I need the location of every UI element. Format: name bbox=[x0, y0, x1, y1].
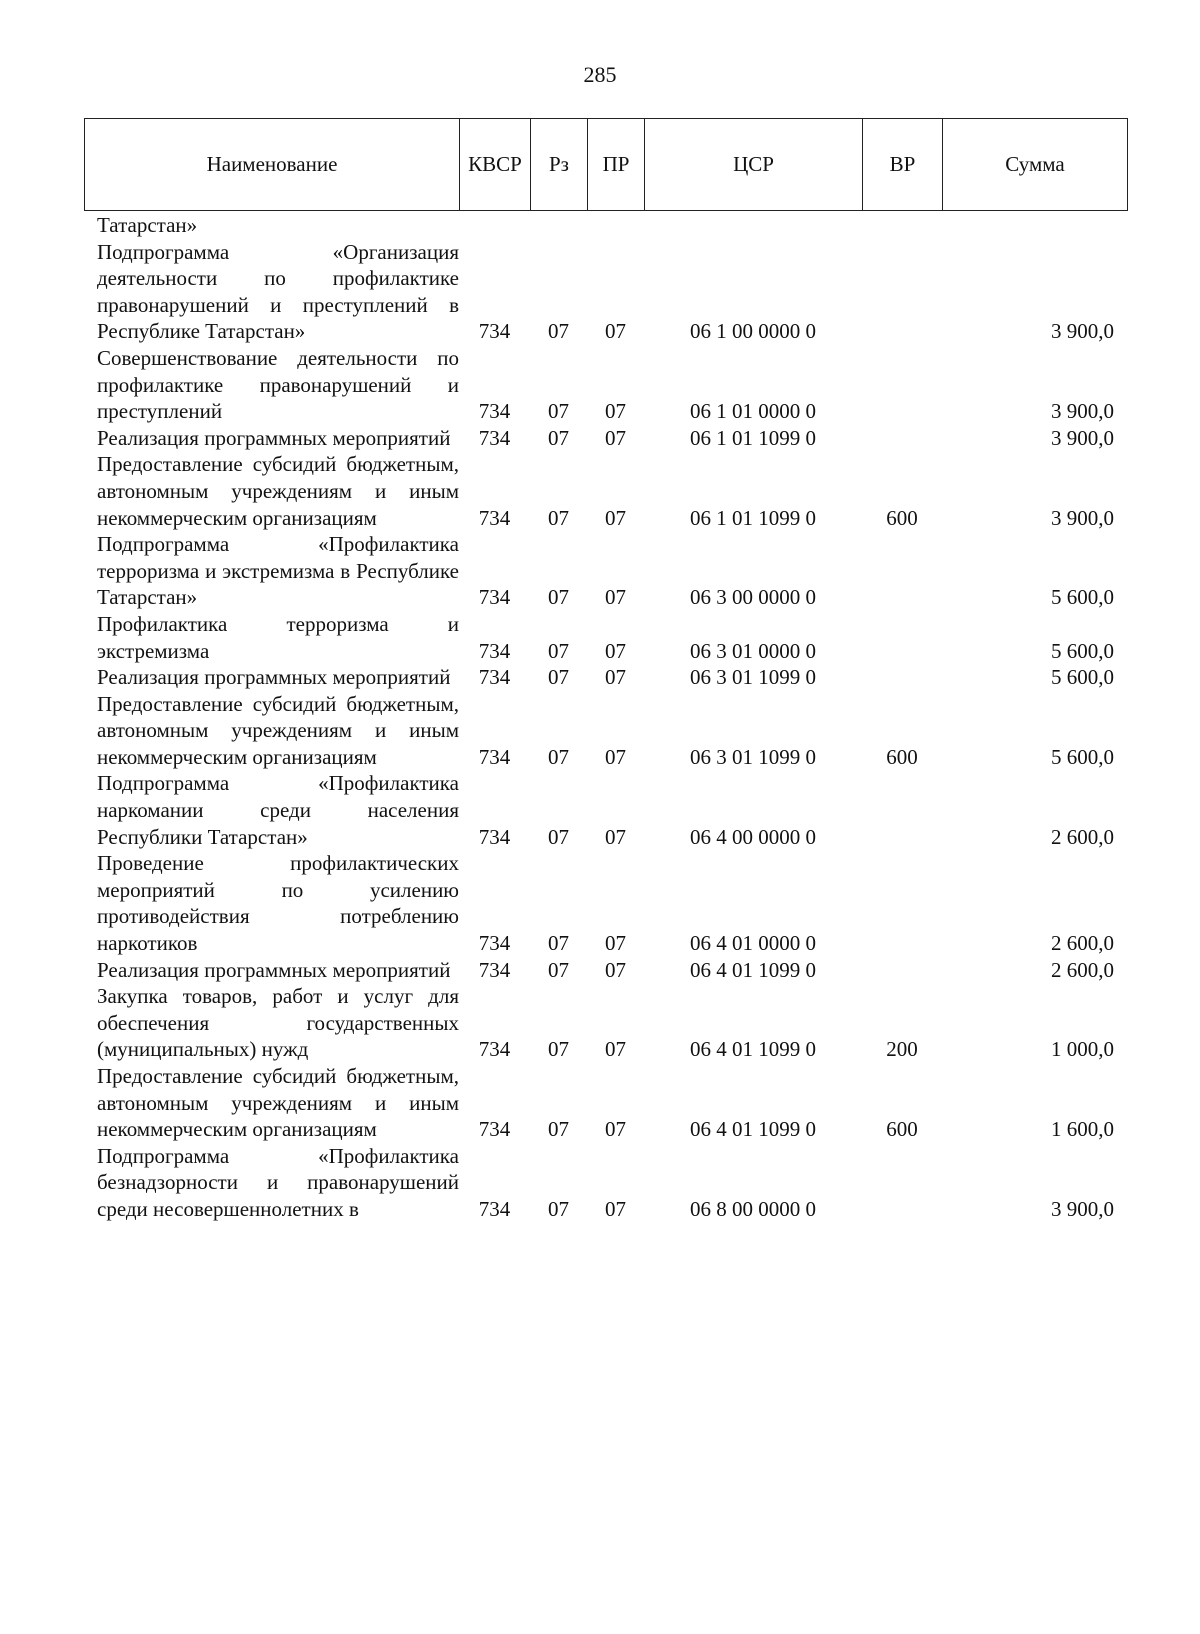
row-pr: 07 bbox=[605, 399, 626, 424]
row-pr: 07 bbox=[605, 638, 626, 663]
row-name: Реализация программных мероприятий bbox=[97, 957, 451, 982]
row-csr: 06 4 01 1099 0 bbox=[690, 1037, 816, 1062]
row-rz: 07 bbox=[548, 638, 569, 663]
row-sum: 3 900,0 bbox=[1051, 399, 1114, 424]
row-csr: 06 3 00 0000 0 bbox=[690, 585, 816, 610]
row-rz: 07 bbox=[548, 1117, 569, 1142]
header-kvsr: КВСР bbox=[460, 119, 531, 210]
row-name: Профилактика терроризма и экстремизма bbox=[97, 611, 459, 663]
row-rz: 07 bbox=[548, 957, 569, 982]
header-rz: Рз bbox=[531, 119, 588, 210]
row-rz: 07 bbox=[548, 931, 569, 956]
table-row bbox=[84, 425, 1128, 452]
header-pr: ПР bbox=[588, 119, 645, 210]
row-name: Реализация программных мероприятий bbox=[97, 425, 451, 450]
row-pr: 07 bbox=[605, 1037, 626, 1062]
row-pr: 07 bbox=[605, 665, 626, 690]
table-row bbox=[84, 691, 1128, 771]
header-csr: ЦСР bbox=[645, 119, 863, 210]
row-pr: 07 bbox=[605, 1196, 626, 1221]
row-sum: 2 600,0 bbox=[1051, 957, 1114, 982]
row-csr: 06 1 00 0000 0 bbox=[690, 319, 816, 344]
row-csr: 06 1 01 0000 0 bbox=[690, 399, 816, 424]
row-vr: 600 bbox=[886, 505, 918, 530]
row-pr: 07 bbox=[605, 319, 626, 344]
row-rz: 07 bbox=[548, 505, 569, 530]
row-csr: 06 4 01 0000 0 bbox=[690, 931, 816, 956]
table-row bbox=[84, 850, 1128, 956]
row-name: Предоставление субсидий бюджетным, автономным учреждениям и иным некоммерческим организациям bbox=[97, 691, 459, 769]
header-vr: ВР bbox=[863, 119, 943, 210]
table-row bbox=[84, 983, 1128, 1063]
table-row bbox=[84, 957, 1128, 984]
row-csr: 06 3 01 1099 0 bbox=[690, 744, 816, 769]
row-kvsr: 734 bbox=[478, 824, 511, 849]
row-kvsr: 734 bbox=[478, 638, 511, 663]
row-pr: 07 bbox=[605, 824, 626, 849]
row-sum: 3 900,0 bbox=[1051, 1196, 1114, 1221]
row-kvsr: 734 bbox=[478, 931, 511, 956]
row-vr: 200 bbox=[886, 1037, 918, 1062]
row-kvsr: 734 bbox=[478, 505, 511, 530]
table-header bbox=[84, 118, 1128, 211]
table-row bbox=[84, 1143, 1128, 1223]
row-sum: 3 900,0 bbox=[1051, 425, 1114, 450]
row-sum: 5 600,0 bbox=[1051, 585, 1114, 610]
table-row bbox=[84, 239, 1128, 345]
row-pr: 07 bbox=[605, 585, 626, 610]
row-rz: 07 bbox=[548, 665, 569, 690]
row-csr: 06 1 01 1099 0 bbox=[690, 425, 816, 450]
table-row bbox=[84, 770, 1128, 850]
header-sum: Сумма bbox=[1005, 152, 1065, 176]
row-pr: 07 bbox=[605, 957, 626, 982]
row-name: Реализация программных мероприятий bbox=[97, 665, 451, 690]
row-name: Закупка товаров, работ и услуг для обеспечения государственных (муниципальных) нужд bbox=[97, 984, 459, 1062]
row-sum: 2 600,0 bbox=[1051, 824, 1114, 849]
row-pr: 07 bbox=[605, 1117, 626, 1142]
row-pr: 07 bbox=[605, 425, 626, 450]
row-kvsr: 734 bbox=[478, 319, 511, 344]
row-kvsr: 734 bbox=[478, 665, 511, 690]
row-rz: 07 bbox=[548, 425, 569, 450]
row-sum: 1 600,0 bbox=[1051, 1117, 1114, 1142]
row-sum: 5 600,0 bbox=[1051, 665, 1114, 690]
table-row bbox=[84, 345, 1128, 425]
row-pr: 07 bbox=[605, 505, 626, 530]
row-sum: 1 000,0 bbox=[1051, 1037, 1114, 1062]
table-row bbox=[84, 1063, 1128, 1143]
row-name: Татарстан» bbox=[97, 213, 198, 237]
row-sum: 3 900,0 bbox=[1051, 505, 1114, 530]
row-rz: 07 bbox=[548, 744, 569, 769]
row-kvsr: 734 bbox=[478, 957, 511, 982]
row-rz: 07 bbox=[548, 585, 569, 610]
row-kvsr: 734 bbox=[478, 744, 511, 769]
row-name: Подпрограмма «Организация деятельности по профилактике правонарушений и преступлений в Республике Татарстан» bbox=[97, 239, 459, 344]
row-name: Предоставление субсидий бюджетным, автономным учреждениям и иным некоммерческим организациям bbox=[97, 452, 459, 530]
header-name: Наименование bbox=[85, 119, 460, 210]
row-pr: 07 bbox=[605, 744, 626, 769]
table-row bbox=[84, 611, 1128, 664]
row-sum: 5 600,0 bbox=[1051, 744, 1114, 769]
row-rz: 07 bbox=[548, 399, 569, 424]
row-name: Проведение профилактических мероприятий по усилению противодействия потреблению наркотиков bbox=[97, 851, 459, 956]
row-vr: 600 bbox=[886, 744, 918, 769]
row-rz: 07 bbox=[548, 1037, 569, 1062]
table-body bbox=[84, 212, 1128, 1223]
row-csr: 06 3 01 1099 0 bbox=[690, 665, 816, 690]
row-sum: 2 600,0 bbox=[1051, 931, 1114, 956]
row-vr: 600 bbox=[886, 1117, 918, 1142]
table-row bbox=[84, 664, 1128, 691]
row-csr: 06 4 00 0000 0 bbox=[690, 824, 816, 849]
row-csr: 06 4 01 1099 0 bbox=[690, 957, 816, 982]
row-name: Подпрограмма «Профилактика наркомании среди населения Республики Татарстан» bbox=[97, 771, 459, 849]
row-csr: 06 3 01 0000 0 bbox=[690, 638, 816, 663]
row-rz: 07 bbox=[548, 319, 569, 344]
row-csr: 06 8 00 0000 0 bbox=[690, 1196, 816, 1221]
row-csr: 06 1 01 1099 0 bbox=[690, 505, 816, 530]
row-name: Совершенствование деятельности по профилактике правонарушений и преступлений bbox=[97, 345, 459, 424]
row-name: Подпрограмма «Профилактика безнадзорности и правонарушений среди несовершеннолетних в bbox=[97, 1143, 459, 1221]
row-kvsr: 734 bbox=[478, 1037, 511, 1062]
row-kvsr: 734 bbox=[478, 425, 511, 450]
row-kvsr: 734 bbox=[478, 399, 511, 424]
table-row bbox=[84, 212, 1128, 239]
row-pr: 07 bbox=[605, 931, 626, 956]
row-sum: 3 900,0 bbox=[1051, 319, 1114, 344]
row-name: Подпрограмма «Профилактика терроризма и экстремизма в Республике Татарстан» bbox=[97, 532, 459, 610]
row-kvsr: 734 bbox=[478, 1196, 511, 1221]
row-sum: 5 600,0 bbox=[1051, 638, 1114, 663]
row-rz: 07 bbox=[548, 824, 569, 849]
page-number: 285 bbox=[583, 62, 617, 87]
table-row bbox=[84, 531, 1128, 611]
row-kvsr: 734 bbox=[478, 585, 511, 610]
row-csr: 06 4 01 1099 0 bbox=[690, 1117, 816, 1142]
row-rz: 07 bbox=[548, 1196, 569, 1221]
row-name: Предоставление субсидий бюджетным, автономным учреждениям и иным некоммерческим организациям bbox=[97, 1064, 459, 1142]
row-kvsr: 734 bbox=[478, 1117, 511, 1142]
table-row bbox=[84, 451, 1128, 531]
